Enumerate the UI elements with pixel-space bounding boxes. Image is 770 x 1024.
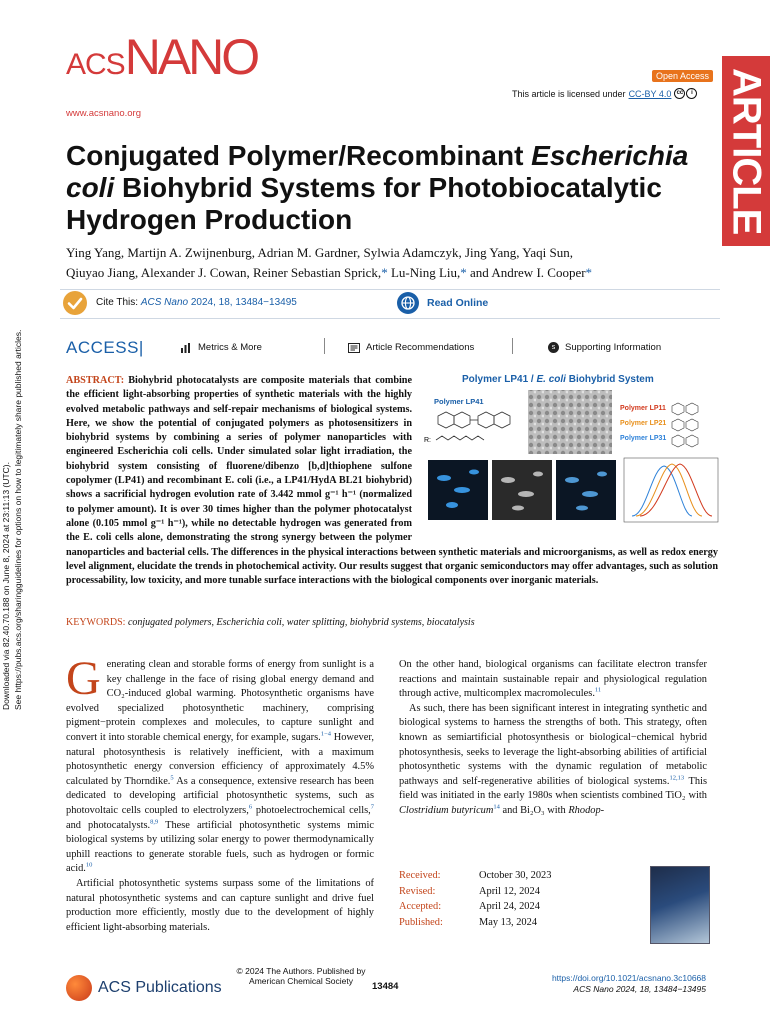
by-icon: i: [686, 88, 697, 99]
journal-cover-thumbnail[interactable]: [650, 866, 710, 944]
date-label: Received:: [399, 870, 441, 881]
label-lp41: Polymer LP41: [434, 397, 484, 406]
paragraph: [399, 702, 707, 819]
footer-citation: [520, 973, 706, 994]
toc-graphic-svg: [424, 370, 720, 524]
doi-link[interactable]: https://doi.org/10.1021/acsnano.3c10668: [551, 973, 706, 983]
download-note-line2: See https://pubs.acs.org/sharingguidelines for options on how to legitimately share published articles.: [13, 329, 23, 710]
access-bar: [136, 338, 716, 358]
citation-ref[interactable]: 11: [594, 686, 602, 694]
author-list: [66, 243, 716, 283]
cite-label: Cite This:: [96, 297, 139, 308]
footer-citation-text: ACS Nano 2024, 18, 13484−13495: [573, 983, 706, 994]
metrics-label: Metrics & More: [198, 342, 262, 353]
copyright: [226, 966, 376, 986]
date-value: April 24, 2024: [479, 901, 540, 912]
abstract-text: Biohybrid photocatalysts are composite materials that combine the efficient light-absorbing properties of synthetic materials with the highly evolved metabolic pathways and self-repair mechanisms of biological systems. Here, we show the potential of conjugated polymers as photosensitizers in biohybrid systems by combining a series of polymer nanoparticles with engineered Escherichia coli cells. Under simulated solar light irradiation, the biohybrid system consisting of fluorene/dibenzo [b,d]thiophene sulfone copolymer (LP41) and recombinant E. coli (i.e., a LP41/HydA BL21 biohybrid) shows a sacrificial hydrogen evolution rate of 3.442 mmol g⁻¹ h⁻¹ (normalized to polymer amount). It is over 30 times higher than the polymer photocatalyst alone (0.105 mmol g⁻¹ h⁻¹), while no detectable hydrogen was generated from the E. coli cells alone, demonstrating the strong synergy between the polymer nanoparticles and bacterial cells. The differences in the physical interactions between synthetic materials and microorganisms, as well as redox energy level alignment, elucidate the trends in photochemical activity. Our results suggest that organic semiconductors may offer advantages, such as solution processability, low toxicity, and more tunable surface interactions with the biological components over inorganic materials.: [66, 375, 718, 587]
citation-ref[interactable]: 6: [248, 803, 253, 811]
page-number: 13484: [372, 981, 399, 992]
bar-chart-icon: [180, 343, 192, 353]
logo-nano: NANO: [124, 29, 258, 85]
date-value: May 13, 2024: [479, 916, 538, 928]
corresponding-star[interactable]: *: [585, 265, 593, 280]
copyright-line1: © 2024 The Authors. Published by: [236, 966, 366, 976]
open-access-badge: Open Access: [652, 70, 713, 82]
species-name: Clostridium butyricum: [399, 804, 494, 816]
text-run: These artificial photosynthetic systems mimic biological systems by utilizing solar energy to power thermodynamically uphill reactions to generate storable fuels, such as hydrogen or formic acid.: [66, 819, 374, 875]
supporting-info-label: Supporting Information: [565, 342, 662, 353]
access-text: ACCESS: [66, 338, 139, 357]
divider: [324, 338, 325, 354]
date-value: October 30, 2023: [479, 870, 552, 881]
label-lp21: Polymer LP21: [620, 420, 667, 427]
text-run: and photocatalysts.: [66, 819, 151, 831]
date-label: Revised:: [399, 885, 436, 897]
body-column-right: [399, 658, 707, 819]
supporting-info-link[interactable]: [548, 342, 661, 353]
merged-image: [556, 460, 616, 520]
citation-ref[interactable]: 10: [85, 861, 93, 869]
license-prefix: This article is licensed under: [512, 88, 626, 99]
cite-detail: 2024, 18, 13484−13495: [190, 297, 297, 308]
text-run: This field was initiated in the early 1980s when scientists combined TiO₂ with: [399, 775, 707, 802]
text-run: and Bi₂O₃ with: [499, 804, 569, 816]
download-note: [0, 300, 30, 720]
citation-ref[interactable]: 14: [493, 803, 500, 811]
date-label: Accepted:: [399, 901, 442, 912]
title-italic: Escherichia coli: [66, 140, 689, 203]
label-lp31: Polymer LP31: [620, 435, 667, 442]
recommendations-label: Article Recommendations: [366, 342, 475, 353]
authors-line1: Ying Yang, Martijn A. Zwijnenburg, Adrian M. Gardner, Sylwia Adamczyk, Jing Yang, Yaqi Sun,: [66, 245, 573, 260]
journal-logo: [66, 29, 258, 85]
label-lp11: Polymer LP11: [620, 405, 666, 412]
text-run: photoelectrochemical cells,: [252, 804, 371, 816]
publisher-logo[interactable]: [66, 975, 222, 1001]
cc-icons: [674, 88, 697, 99]
divider: [512, 338, 513, 354]
read-online-link[interactable]: Read Online: [427, 297, 489, 309]
text-run: However, natural photosynthesis is relatively inefficient, with a maximum photosynthetic energy conversion efficiency of approximately 4.5% calculated by Thorndike.: [66, 731, 374, 787]
sem-image-texture: [528, 390, 612, 454]
title-part2: Biohybrid Systems for Photobiocatalytic Hydrogen Production: [66, 172, 662, 235]
abstract-label: ABSTRACT:: [66, 375, 125, 386]
recommendations-link[interactable]: [348, 342, 474, 353]
globe-icon[interactable]: [397, 292, 419, 314]
text-run: As a consequence, extensive research has been dedicated to developing artificial photosynthetic systems, such as photovoltaic cells coupled to electrolyzers,: [66, 775, 375, 816]
check-badge-icon: [63, 291, 87, 315]
text-run: enerating clean and storable forms of energy from sunlight is a key challenge in the face of rising global energy demand and CO₂-induced global warming. Photosynthetic organisms have evolved specialized photosynthetic machinery, comprising pigment−protein complexes and molecules, to capture sunlight and convert it into storable chemical energy, for example, sugars.: [66, 659, 374, 743]
authors-line2c: and Andrew I. Cooper: [466, 265, 586, 280]
keywords-label: KEYWORDS:: [66, 617, 126, 628]
corresponding-star[interactable]: *: [460, 265, 467, 280]
keywords: [66, 616, 718, 630]
article-type-tab: ARTICLE: [722, 56, 770, 246]
citation-ref[interactable]: 12,13: [669, 774, 685, 782]
supporting-info-icon: s: [548, 342, 559, 353]
r-label: R:: [424, 437, 431, 444]
acs-logo-icon: [66, 975, 92, 1001]
lp41-structure: [436, 412, 510, 440]
body-column-left: [66, 652, 375, 935]
toc-graphic: [424, 370, 720, 524]
paragraph: Artificial photosynthetic systems surpass some of the limitations of natural photosynthetic systems and can capture sunlight and drive fuel production more efficiently, mostly due to the development of highly efficient light-absorbing materials.: [66, 877, 374, 933]
copyright-line2: American Chemical Society: [249, 976, 353, 986]
date-label: Published:: [399, 916, 443, 928]
metrics-link[interactable]: [180, 342, 262, 353]
citation-ref[interactable]: 5: [170, 774, 174, 782]
lp-series-structures: [672, 403, 698, 447]
document-icon: [348, 343, 360, 353]
cc-icon: cc: [674, 88, 685, 99]
authors-line2b: Lu-Ning Liu,: [387, 265, 461, 280]
authors-line2a: Qiuyao Jiang, Alexander J. Cowan, Reiner Sebastian Sprick,: [66, 265, 382, 280]
text-run: On the other hand, biological organisms can facilitate electron transfer reactions and maintain sustainable repair and physiological regulation through active, multicomplex macromolecules.: [399, 659, 707, 700]
publisher-name: ACS Publications: [98, 979, 222, 996]
license-line: [512, 88, 697, 99]
citation-ref[interactable]: 1−4: [320, 730, 331, 738]
logo-acs: ACS: [66, 48, 125, 81]
article-dates: [399, 868, 551, 930]
species-name: Rhodop-: [568, 804, 605, 816]
license-link[interactable]: CC-BY 4.0: [628, 88, 672, 99]
citation-ref[interactable]: 8,9: [150, 818, 159, 826]
article-title: [66, 140, 716, 236]
cite-this[interactable]: [96, 297, 297, 308]
keywords-text: conjugated polymers, Escherichia coli, water splitting, biohybrid systems, biocatalysis: [127, 617, 475, 628]
dropcap: G: [66, 652, 101, 705]
brightfield-image: [492, 460, 552, 520]
website-link[interactable]: www.acsnano.org: [66, 108, 141, 119]
access-label: ACCESS|: [66, 338, 144, 357]
text-run: As such, there has been significant interest in integrating synthetic and biological systems to harness the strengths of both. This strategy, often known as semiartificial photosynthesis or biological−chemical hybrid photosynthesis, seeks to leverage the light-absorbing abilities of artificial photosynthetic systems with the dynamic regulation of metabolic pathways and self-regenerative abilities of biological systems.: [399, 702, 707, 787]
title-part1: Conjugated Polymer/Recombinant: [66, 140, 532, 171]
citation-ref[interactable]: 7: [370, 803, 374, 811]
authors-line2: [66, 263, 716, 283]
paragraph: [66, 652, 375, 877]
toc-title: Polymer LP41 / E. coli Biohybrid System: [462, 374, 654, 385]
corresponding-star[interactable]: *: [381, 265, 388, 280]
download-note-line1: Downloaded via 82.40.70.188 on June 8, 2024 at 23:11:13 (UTC).: [1, 462, 11, 710]
paragraph: [399, 658, 707, 702]
date-value: April 12, 2024: [479, 885, 540, 897]
cite-journal: ACS Nano: [140, 297, 189, 308]
